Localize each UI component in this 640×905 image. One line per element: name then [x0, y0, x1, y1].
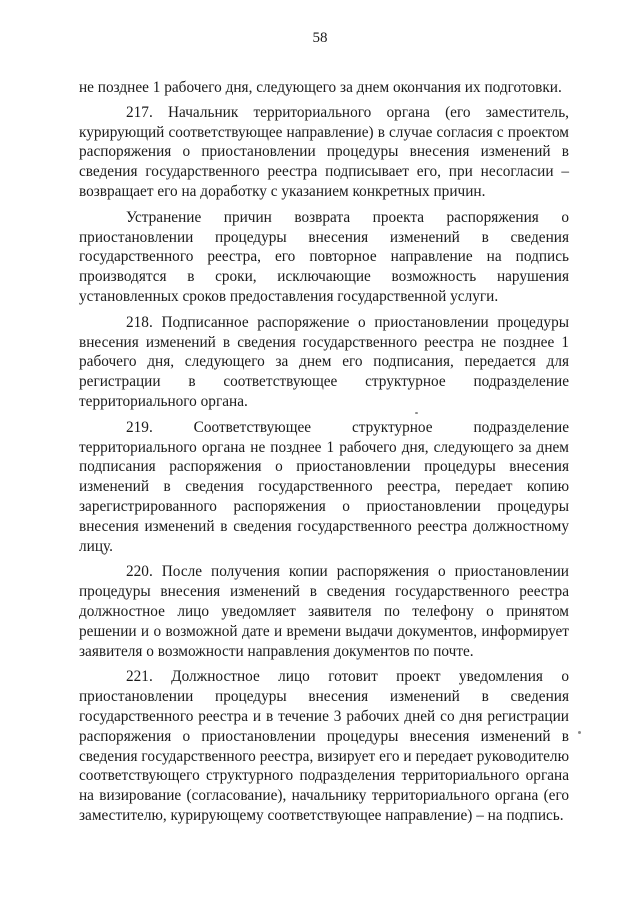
paragraph-217-elimination: Устранение причин возврата проекта распоряжения о приостановлении процедуры внесения изменений в сведения государственного реестра, его повторное направление на подпись производятся в сроки, исключающие возможность нарушения установленных сроков предоставления государственной услуги. [79, 208, 569, 305]
paragraph-218: 218. Подписанное распоряжение о приостановлении процедуры внесения изменений в сведения государственного реестра не позднее 1 рабочего дня, следующего за днем его подписания, передается для регистрации в соответствующее структурное подразделение территориального органа. [79, 313, 569, 410]
paragraph-221: 221. Должностное лицо готовит проект уведомления о приостановлении процедуры внесения изменений в сведения государственного реестра и в течение 3 рабочих дней со дня регистрации распоряжения о приостановлении процедуры внесения изменений в сведения государственного реестра, визирует его и передает руководителю соответствующего структурного подразделения территориального органа на визирование (согласование), начальнику территориального органа (его заместителю, курирующему соответствующее направление) – на подпись. [79, 668, 569, 824]
document-body [79, 78, 569, 832]
scan-speck [578, 731, 581, 734]
paragraph-219: 219. Соответствующее структурное подразделение территориального органа не позднее 1 рабочего дня, следующего за днем подписания распоряжения о приостановлении процедуры внесения изменений в сведения государственного реестра, передает копию зарегистрированного распоряжения о приостановлении процедуры внесения изменений в сведения государственного реестра должностному лицу. [79, 418, 569, 555]
page-number: 58 [312, 30, 328, 46]
paragraph-217: 217. Начальник территориального органа (его заместитель, курирующий соответствующее направление) в случае согласия с проектом распоряжения о приостановлении процедуры внесения изменений в сведения государственного реестра подписывает его, при несогласии – возвращает его на доработку с указанием конкретных причин. [79, 103, 569, 200]
scan-speck [415, 412, 418, 414]
paragraph-continuation: не позднее 1 рабочего дня, следующего за днем окончания их подготовки. [79, 79, 562, 96]
paragraph-220: 220. После получения копии распоряжения о приостановлении процедуры внесения изменений в сведения государственного реестра должностное лицо уведомляет заявителя по телефону о принятом решении и о возможной дате и времени выдачи документов, информирует заявителя о возможности направления документов по почте. [79, 563, 569, 660]
